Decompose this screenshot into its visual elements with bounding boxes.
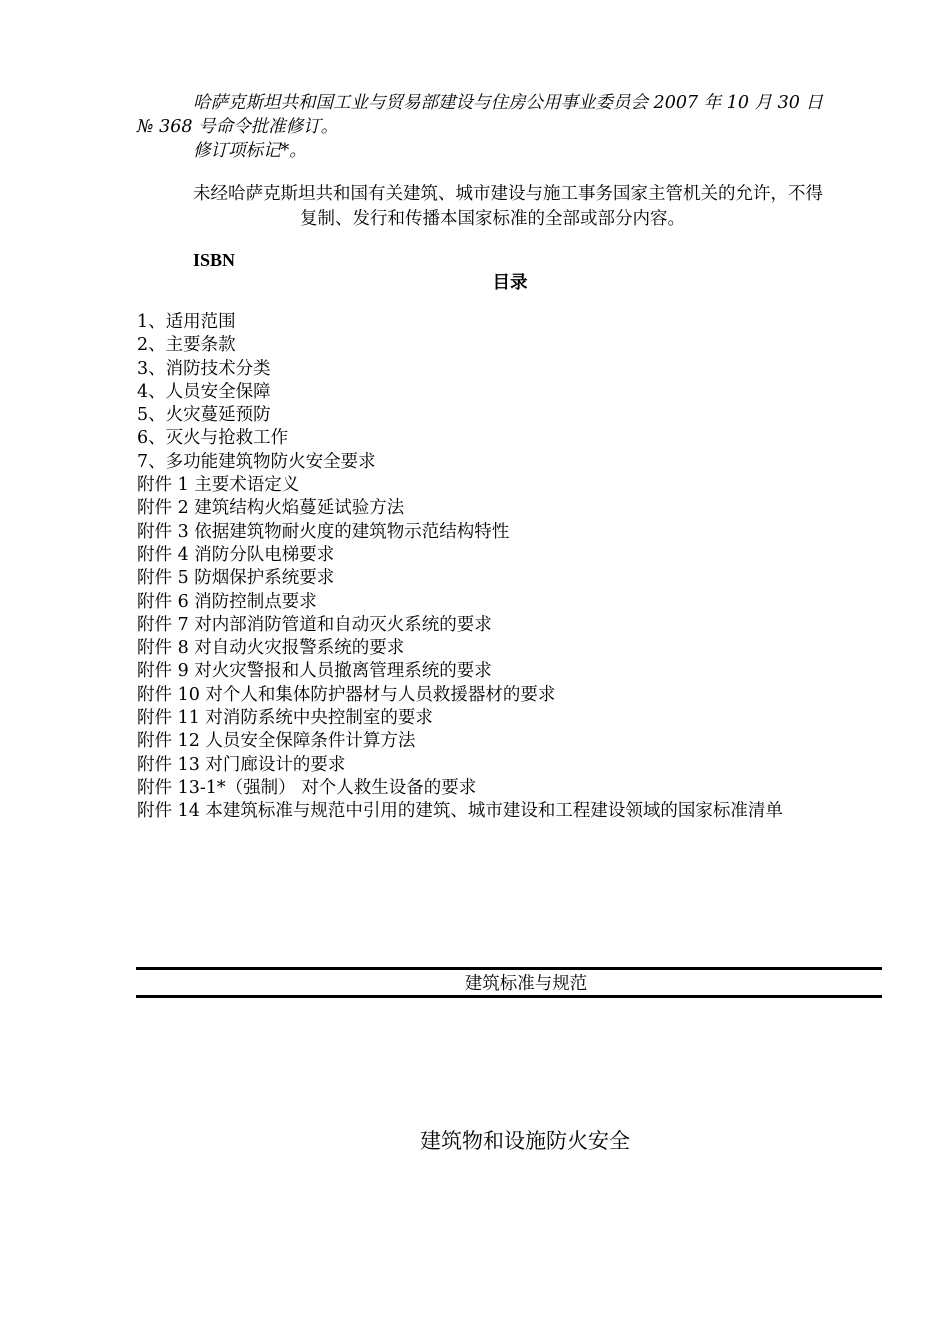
- approval-statement: [137, 91, 887, 163]
- toc-item: 附件 4 消防分队电梯要求: [137, 544, 335, 565]
- toc-item: 附件 3 依据建筑物耐火度的建筑物示范结构特性: [137, 521, 510, 542]
- toc-item: 5、火灾蔓延预防: [137, 405, 271, 426]
- toc-item: 附件 9 对火灾警报和人员撤离管理系统的要求: [137, 661, 492, 682]
- toc-item: 附件 2 建筑结构火焰蔓延试验方法: [137, 498, 405, 519]
- toc-title: 目录: [492, 273, 528, 293]
- header-rule-top: [136, 967, 882, 970]
- toc-item: 附件 10 对个人和集体防护器材与人员救援器材的要求: [137, 684, 556, 705]
- isbn-label: ISBN: [193, 250, 236, 270]
- toc-item: 2、主要条款: [137, 335, 236, 356]
- toc-item: 附件 5 防烟保护系统要求: [137, 568, 335, 589]
- toc-item: 附件 1 主要术语定义: [137, 475, 300, 496]
- copyright-notice-line-1: 未经哈萨克斯坦共和国有关建筑、城市建设与施工事务国家主管机关的允许，不得: [193, 184, 823, 204]
- toc-item: 4、人员安全保障: [137, 381, 271, 402]
- toc-item: 附件 13-1*（强制） 对个人救生设备的要求: [137, 777, 477, 798]
- toc-item: 附件 13 对门廊设计的要求: [137, 754, 346, 775]
- toc-item: 附件 11 对消防系统中央控制室的要求: [137, 708, 433, 729]
- toc-item: 1、适用范围: [137, 312, 236, 332]
- toc-item: 附件 14 本建筑标准与规范中引用的建筑、城市建设和工程建设领域的国家标准清单: [137, 801, 783, 822]
- toc-item: 3、消防技术分类: [137, 358, 271, 379]
- toc-item: 6、灭火与抢救工作: [137, 428, 289, 449]
- table-of-contents: [137, 311, 897, 824]
- header-rule-bottom: [136, 995, 882, 998]
- revision-mark-note: 修订项标记*。: [193, 141, 307, 161]
- standard-series-label: 建筑标准与规范: [464, 974, 588, 994]
- copyright-notice-line-2: 复制、发行和传播本国家标准的全部或部分内容。: [300, 209, 685, 229]
- copyright-notice: [137, 182, 887, 232]
- approval-line-1: 哈萨克斯坦共和国工业与贸易部建设与住房公用事业委员会 2007 年 10 月 30 日: [193, 93, 823, 113]
- toc-item: 附件 6 消防控制点要求: [137, 591, 317, 612]
- toc-item: 附件 8 对自动火灾报警系统的要求: [137, 638, 405, 659]
- toc-item: 附件 12 人员安全保障条件计算方法: [137, 731, 416, 752]
- toc-item: 附件 7 对内部消防管道和自动灭火系统的要求: [137, 614, 492, 635]
- toc-item: 7、多功能建筑物防火安全要求: [137, 451, 376, 472]
- document-title: 建筑物和设施防火安全: [420, 1129, 630, 1153]
- approval-line-2: № 368 号命令批准修订。: [137, 117, 339, 137]
